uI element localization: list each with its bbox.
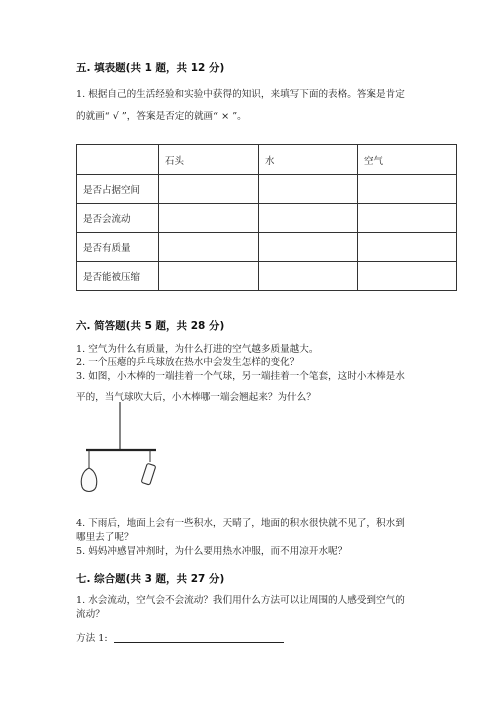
balance-stick-figure [76,402,176,494]
table-header-cell: 石头 [159,145,259,175]
method-label: 方法 1: [76,633,108,644]
answer-cell[interactable] [358,175,457,204]
section-heading: 五. 填表题(共 1 题，共 12 分) [76,62,225,74]
answer-cell[interactable] [358,262,457,291]
answer-cell[interactable] [259,175,358,204]
question-text: 2. 一个压瘪的乒乓球放在热水中会发生怎样的变化？ [76,357,300,368]
question-text: 哪里去了呢？ [76,532,134,543]
answer-cell[interactable] [159,204,259,233]
answer-cell[interactable] [159,262,259,291]
question-text: 平的，当气球吹大后，小木棒哪一端会翘起来？为什么？ [76,392,316,403]
question-text: 3. 如图，小木棒的一端挂着一个气球，另一端挂着一个笔套，这时小木棒是水 [76,371,405,382]
row-label: 是否会流动 [77,204,159,233]
question-text: 5. 妈妈冲感冒冲剂时，为什么要用热水冲服，而不用凉开水呢？ [76,546,348,557]
answer-cell[interactable] [259,262,358,291]
answer-cell[interactable] [259,233,358,262]
fill-in-table [76,144,457,291]
answer-cell[interactable] [159,175,259,204]
answer-cell[interactable] [358,233,457,262]
answer-cell[interactable] [358,204,457,233]
section-heading: 七. 综合题(共 3 题，共 27 分) [76,573,225,585]
table-row [77,233,457,262]
table-row [77,175,457,204]
question-text: 流动？ [76,609,105,620]
table-row [77,204,457,233]
answer-cell[interactable] [259,204,358,233]
question-text: 1. 空气为什么有质量，为什么打进的空气越多质量越大。 [76,344,319,355]
question-text: 1. 水会流动，空气会不会流动？我们用什么方法可以让周围的人感受到空气的 [76,595,405,606]
table-header-cell: 水 [259,145,358,175]
table-header-row [77,145,457,175]
table-header-cell [77,145,159,175]
question-text: 4. 下雨后，地面上会有一些积水，天晴了，地面的积水很快就不见了，积水到 [76,518,405,529]
question-text: 的就画“ √ ”，答案是否定的就画“ × ”。 [76,111,247,122]
row-label: 是否占据空间 [77,175,159,204]
section-heading: 六. 简答题(共 5 题，共 28 分) [76,320,225,332]
table-header-cell: 空气 [358,145,457,175]
question-text: 1. 根据自己的生活经验和实验中获得的知识，来填写下面的表格。答案是肯定 [76,89,405,100]
row-label: 是否有质量 [77,233,159,262]
answer-blank-line[interactable] [114,641,284,643]
answer-cell[interactable] [159,233,259,262]
row-label: 是否能被压缩 [77,262,159,291]
table-row [77,262,457,291]
